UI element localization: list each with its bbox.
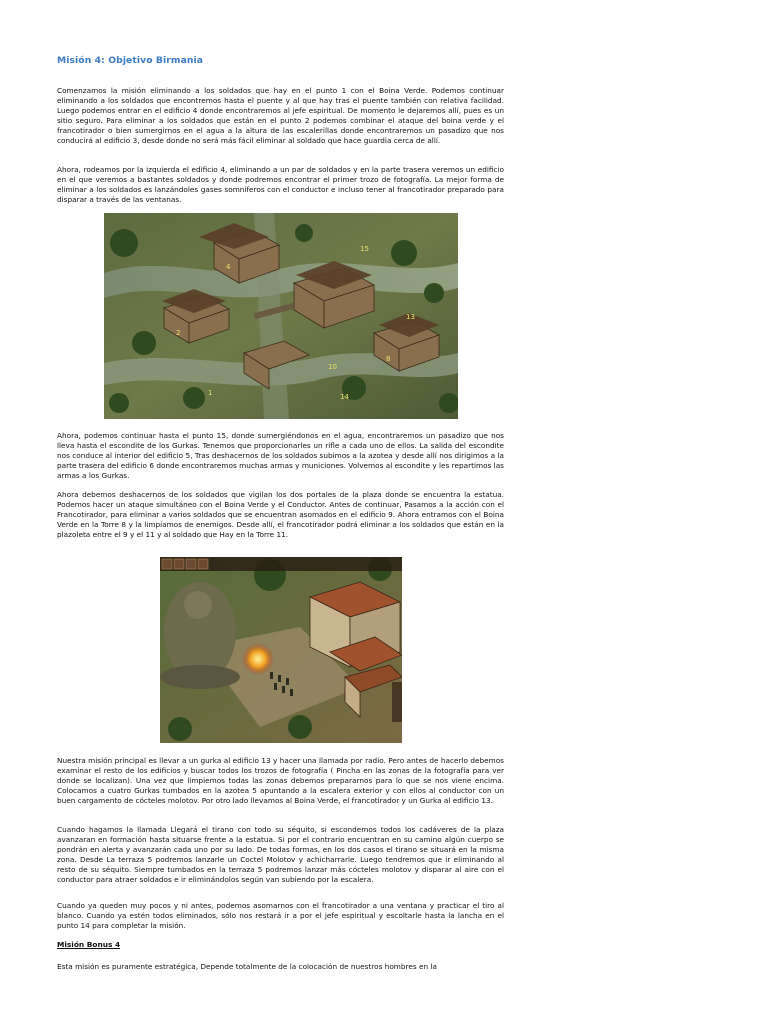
bonus-mission-heading: Misión Bonus 4 xyxy=(57,940,121,949)
paragraph-5: Nuestra misión principal es llevar a un gurka al edificio 13 y hacer una llamada por radio. Pero antes de hacerlo debemos examinar el resto de los edificios y buscar todos los trozos de fotografía ( Pincha en las zonas de la fotografía para ver donde se localizan). Una vez que limpiemos todas las zonas debemos prepararnos para lo que se nos viene encima. Colocamos a cuatro Gurkas tumbados en la azotea 5 apuntando a la escalera exterior y con ellos al conductor con un buen cargamento de cócteles molotov. Por otro lado llevamos al Boina Verde, el francotirador y un Gurka al edificio 13. xyxy=(57,756,504,805)
map-label-15: 15 xyxy=(360,245,369,253)
paragraph-6: Cuando hagamos la llamada Llegará el tirano con todo su séquito, si escondemos todos los cadáveres de la plaza avanzaran en formación hasta situarse frente a la estatua. Si por el contrario encuentran en su camino algún cuerpo se pondrán en alerta y avanzarán cada uno por su lado. De todas formas, en los dos casos el tirano se situará en la misma zona. Desde La terraza 5 podremos lanzarle un Coctel Molotov y achicharrarle. Luego tendremos que ir eliminando al resto de su séquito. Siempre tumbados en la terraza 5 podremos lanzar más cócteles molotov y disparar al aire con el conductor para atraer soldados e ir eliminándolos según van subiendo por la escalera. xyxy=(57,825,504,884)
map-label-2: 2 xyxy=(176,329,181,337)
plaza-screenshot xyxy=(160,557,402,743)
paragraph-1: Comenzamos la misión eliminando a los soldados que hay en el punto 1 con el Boina Verde. Podemos continuar eliminando a los soldados que encontremos hasta el puente y al que hay tras el puente también con relativa facilidad. Luego podemos entrar en el edificio 4 donde encontraremos al jefe espiritual. De momento le dejaremos allí, pues es un sitio seguro. Para eliminar a los soldados que están en el punto 2 podemos combinar el ataque del boina verde y el francotirador o bien sumergirnos en el agua a la altura de las escalerillas donde encontraremos un pasadizo que nos conducirá al edificio 3, desde donde no será más fácil eliminar al soldado que hace guardia cerca de allí. xyxy=(57,86,504,145)
map-label-8: 8 xyxy=(386,355,391,363)
paragraph-2: Ahora, rodeamos por la izquierda el edificio 4, eliminando a un par de soldados y en la parte trasera veremos un edificio en el que veremos a bastantes soldados y donde podremos encontrar el primer trozo de fotografía. La mejor forma de eliminar a los soldados es lanzándoles gases somníferos con el conductor e incluso tener al francotirador preparado para disparar a través de las ventanas. xyxy=(57,165,504,204)
map-label-1: 1 xyxy=(208,389,213,397)
paragraph-3: Ahora, podemos continuar hasta el punto 15, donde sumergiéndonos en el agua, encontraremos un pasadizo que nos lleva hasta el escondite de los Gurkas. Tenemos que proporcionarles un rifle a cada uno de ellos. La salida del escondite nos conduce al interior del edificio 5, Tras deshacernos de los soldados subimos a la azotea y desde allí nos dirigimos a la parte trasera del edificio 6 donde encontraremos muchas armas y municiones. Volvemos al escondite y les repartimos las armas a los Gurkas. xyxy=(57,431,504,480)
map-screenshot xyxy=(104,213,458,419)
paragraph-4: Ahora debemos deshacernos de los soldados que vigilan los dos portales de la plaza donde se encuentra la estatua. Podemos hacer un ataque simultáneo con el Boina Verde y el Conductor. Antes de continuar, Pasamos a la acción con el Francotirador, para eliminar a varios soldados que se encuentran asomados en el edificio 9. Ahora entramos con el Boina Verde en la Torre 8 y la limpiamos de enemigos. Desde allí, el francotirador podrá eliminar a los soldados que están en la plazoleta entre el 9 y el 11 y al soldado que Hay en la Torre 11. xyxy=(57,490,504,539)
map-label-13: 13 xyxy=(406,313,415,321)
paragraph-7: Cuando ya queden muy pocos y ni antes, podemos asomarnos con el francotirador a una ventana y practicar el tiro al blanco. Cuando ya estén todos eliminados, sólo nos restará ir a por el jefe espiritual y escoltarle hasta la lancha en el punto 14 para completar la misión. xyxy=(57,901,504,930)
page-title: Misión 4: Objetivo Birmania xyxy=(57,55,204,66)
paragraph-8: Esta misión es puramente estratégica, Depende totalmente de la colocación de nuestros hombres en la xyxy=(57,962,437,971)
map-label-4: 4 xyxy=(226,263,231,271)
map-label-10: 10 xyxy=(328,363,337,371)
map-label-14: 14 xyxy=(340,393,349,401)
